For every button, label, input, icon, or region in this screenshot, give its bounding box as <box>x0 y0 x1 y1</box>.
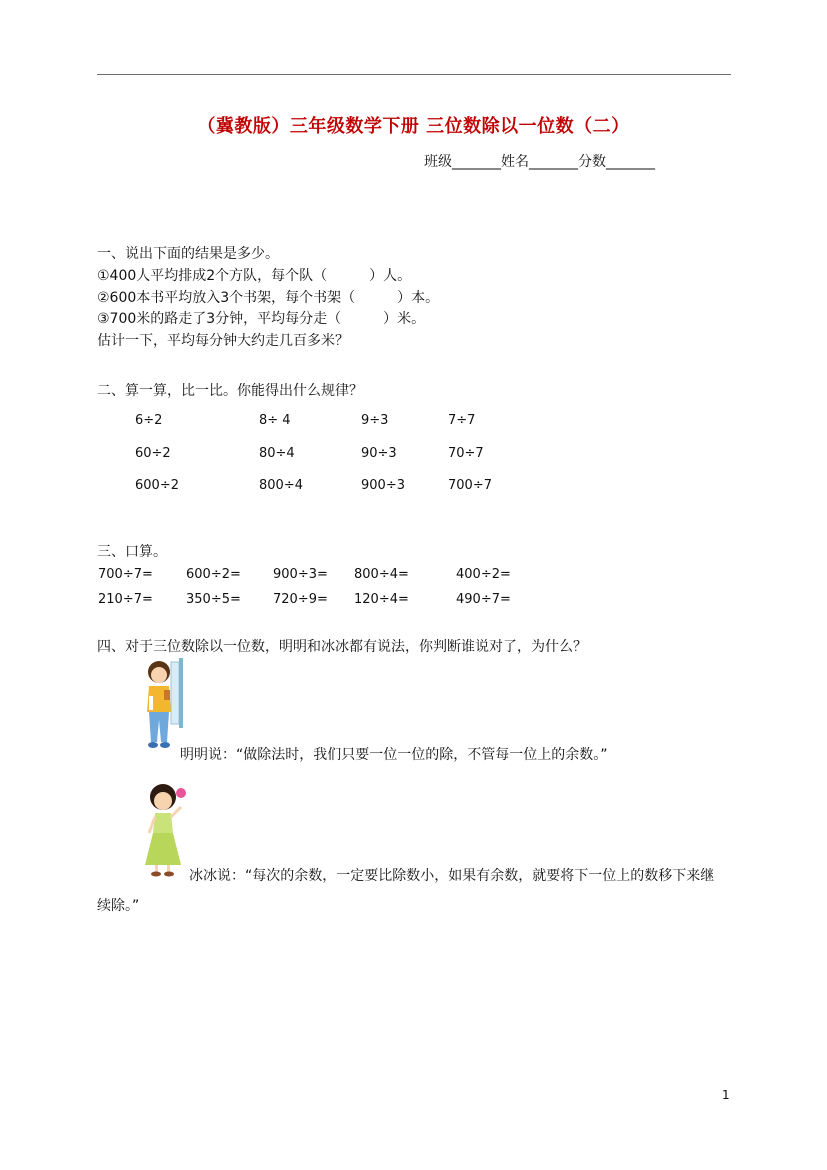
oral-calc-cell: 600÷2= <box>186 567 241 582</box>
oral-calc-cell: 800÷4= <box>354 567 409 582</box>
student-info-line: 班级_______姓名_______分数_______ <box>424 154 655 170</box>
calc-cell: 9÷3 <box>361 413 389 428</box>
mingming-statement: 明明说：“做除法时，我们只要一位一位的除，不管每一位上的余数。” <box>180 747 608 763</box>
oral-calc-cell: 400÷2= <box>456 567 511 582</box>
oral-calc-cell: 350÷5= <box>186 592 241 607</box>
calc-cell: 800÷4 <box>259 478 303 493</box>
section1-line: 估计一下，平均每分钟大约走几百多米？ <box>97 333 349 349</box>
oral-calc-cell: 900÷3= <box>273 567 328 582</box>
page-title: （冀教版）三年级数学下册 三位数除以一位数（二） <box>197 116 630 137</box>
calc-cell: 600÷2 <box>135 478 179 493</box>
section1-line: ③700米的路走了3分钟，平均每分走（ ）米。 <box>97 311 426 327</box>
bingbing-statement-line2: 续除。” <box>97 898 140 914</box>
oral-calc-cell: 700÷7= <box>98 567 153 582</box>
bingbing-statement-line1: 冰冰说：“每次的余数，一定要比除数小，如果有余数，就要将下一位上的数移下来继 <box>189 868 715 884</box>
header-rule <box>97 74 731 75</box>
section1-line: ②600本书平均放入3个书架，每个书架（ ）本。 <box>97 290 440 306</box>
oral-calc-cell: 490÷7= <box>456 592 511 607</box>
oral-calc-cell: 120÷4= <box>354 592 409 607</box>
section1-line: ①400人平均排成2个方队，每个队（ ）人。 <box>97 268 412 284</box>
girl-illustration <box>141 779 191 879</box>
page-number: 1 <box>722 1088 730 1102</box>
section3-heading: 三、口算。 <box>97 544 167 560</box>
calc-cell: 60÷2 <box>135 446 171 461</box>
oral-calc-cell: 720÷9= <box>273 592 328 607</box>
section2-heading: 二、算一算，比一比。你能得出什么规律？ <box>97 383 363 399</box>
section1-heading: 一、说出下面的结果是多少。 <box>97 246 279 262</box>
calc-cell: 700÷7 <box>448 478 492 493</box>
calc-cell: 70÷7 <box>448 446 484 461</box>
calc-cell: 8÷ 4 <box>259 413 291 428</box>
calc-cell: 7÷7 <box>448 413 476 428</box>
section4-heading: 四、对于三位数除以一位数，明明和冰冰都有说法，你判断谁说对了，为什么？ <box>97 639 587 655</box>
calc-cell: 80÷4 <box>259 446 295 461</box>
calc-cell: 6÷2 <box>135 413 163 428</box>
calc-cell: 900÷3 <box>361 478 405 493</box>
calc-cell: 90÷3 <box>361 446 397 461</box>
oral-calc-cell: 210÷7= <box>98 592 153 607</box>
boy-illustration <box>141 656 187 752</box>
